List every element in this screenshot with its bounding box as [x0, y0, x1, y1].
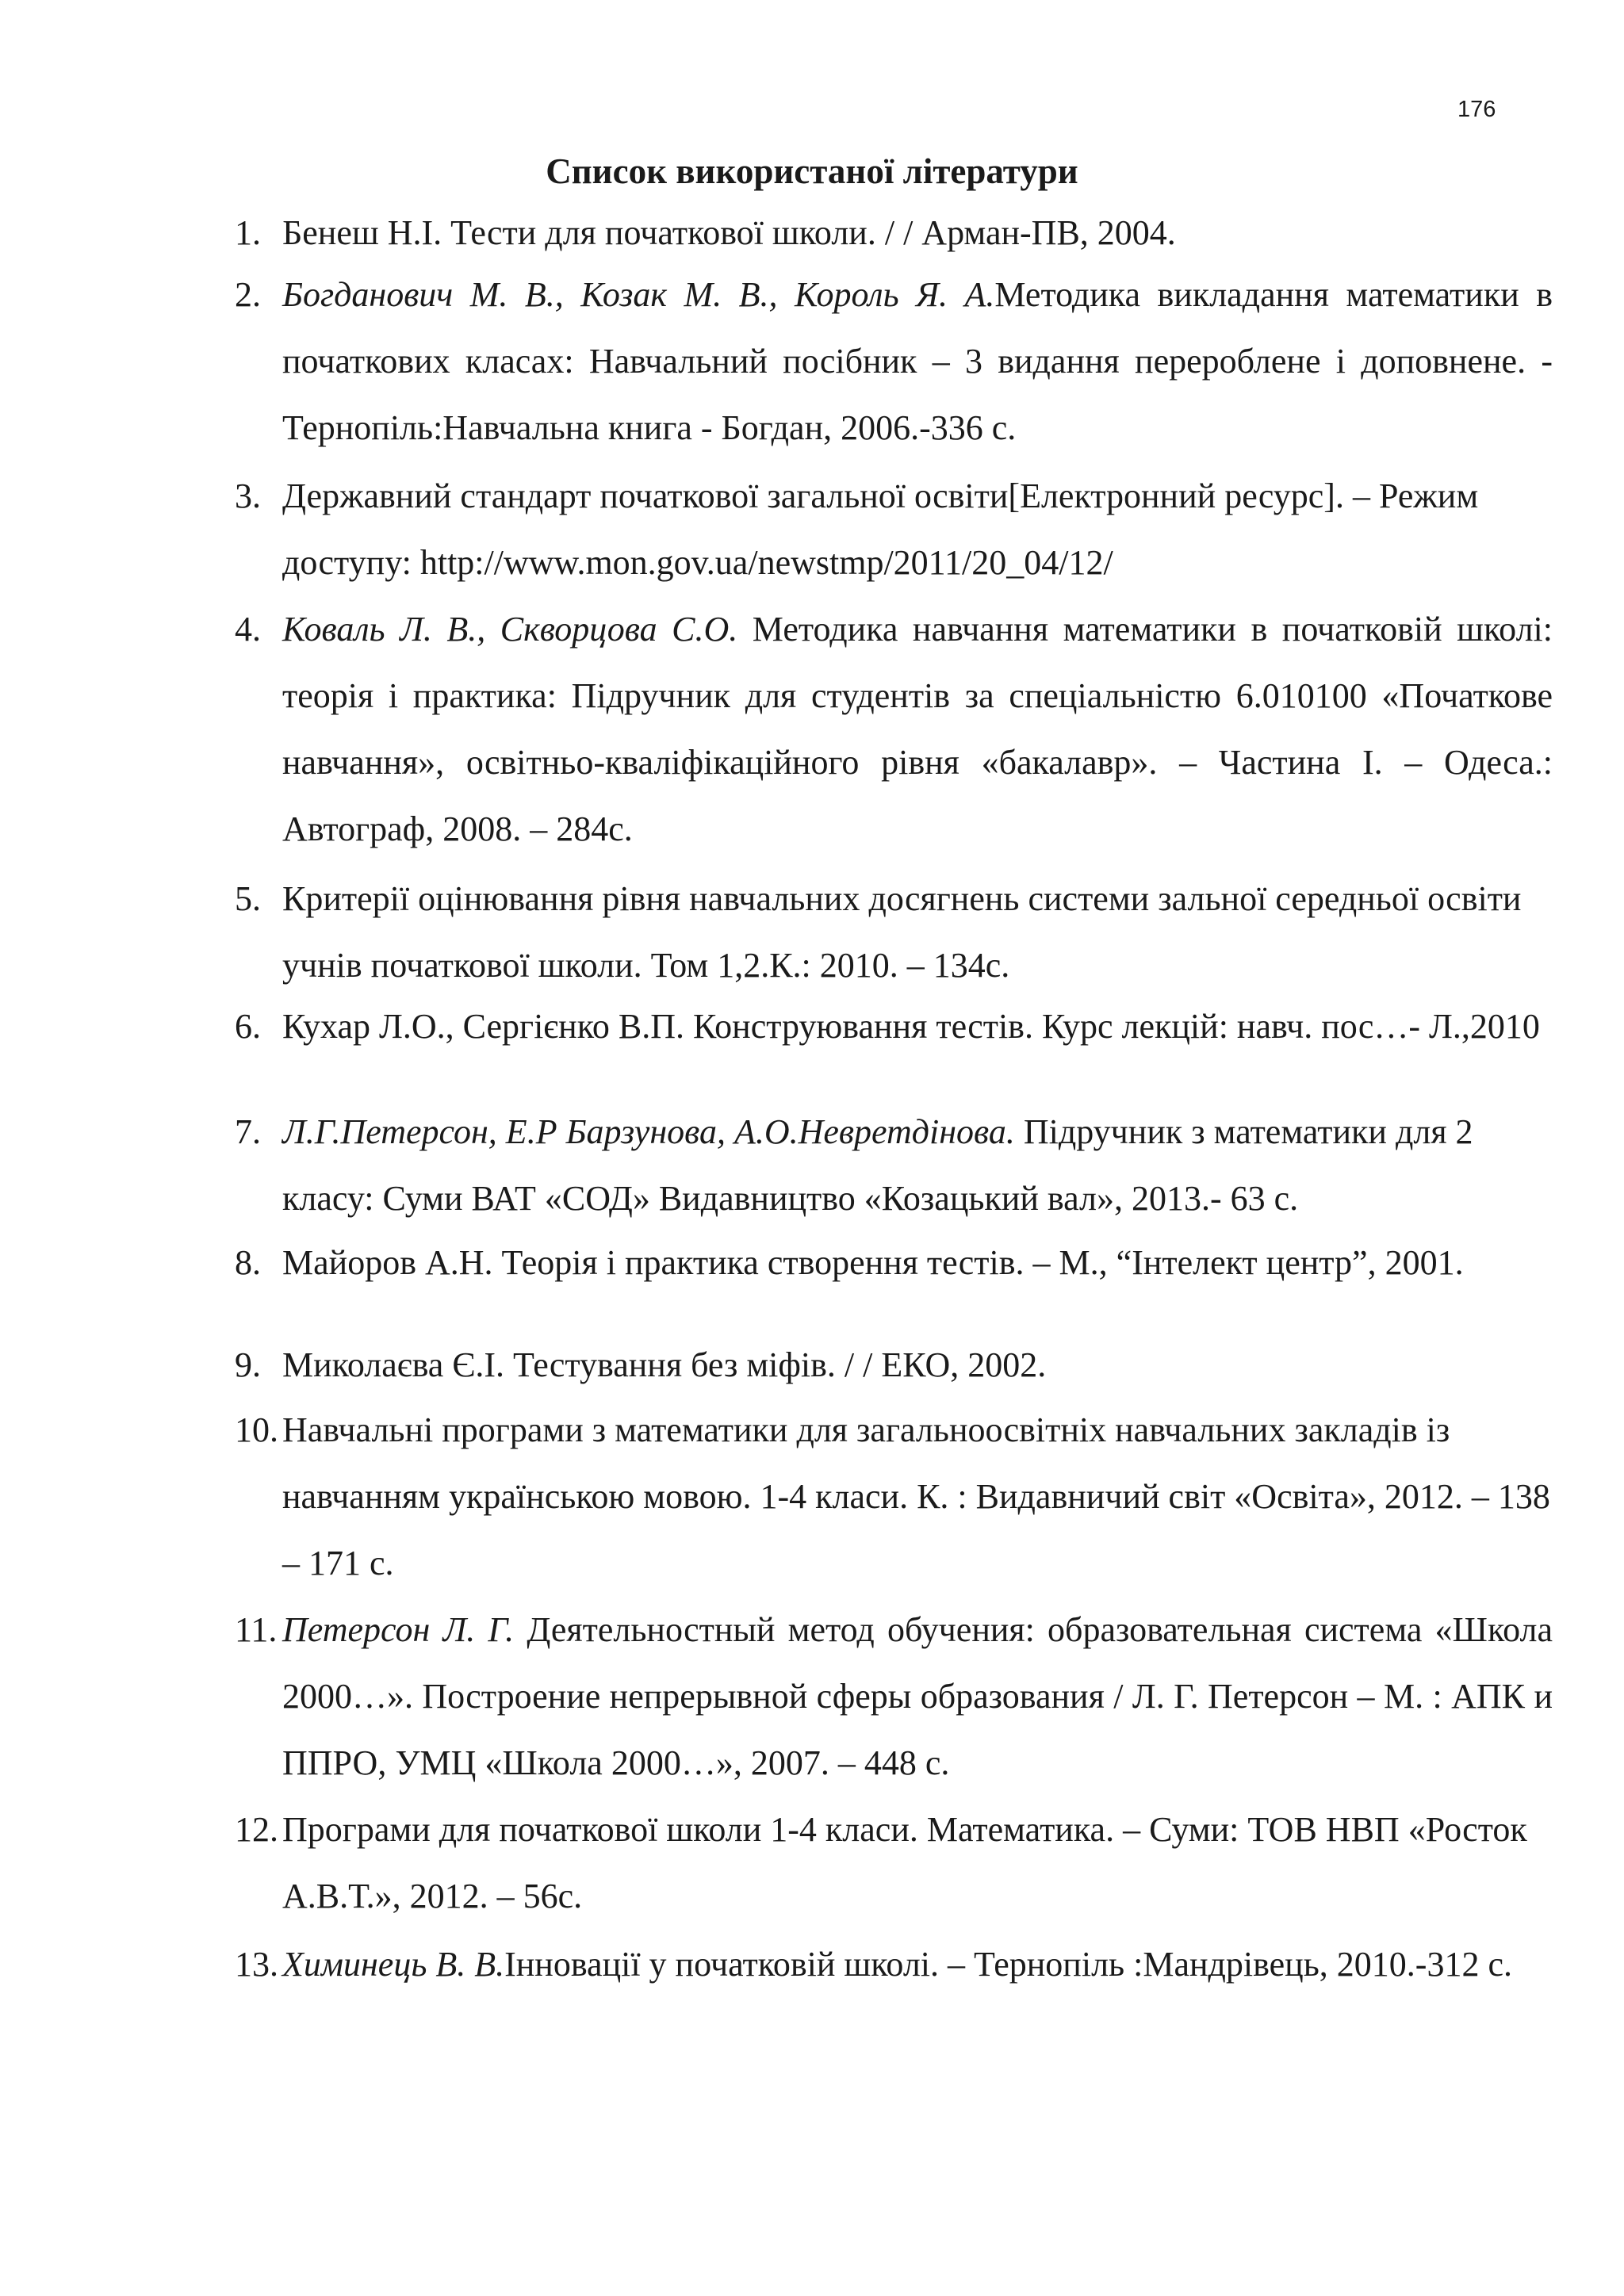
reference-text: Державний стандарт початкової загальної освіти[Електронний ресурс]. – Режим доступу: http://www.mon.gov.ua/newstmp/2011/20_04/12/ [282, 476, 1479, 582]
reference-text: Методика викладання математики в початкових класах: Навчальний посібник – 3 видання перероблене і доповнене. - Тернопіль:Навчальна книга - Богдан, 2006.-336 с. [282, 275, 1553, 447]
reference-text: Кухар Л.О., Сергієнко В.П. Конструювання тестів. Курс лекцій: навч. пос…- Л.,2010 [282, 1007, 1540, 1046]
reference-text: Бенеш Н.І. Тести для початкової школи. / / Арман-ПВ, 2004. [282, 213, 1176, 252]
page-title: Список використаної літератури [546, 151, 1078, 191]
reference-author: Химинець В. В. [282, 1945, 505, 1984]
reference-item [235, 596, 1553, 863]
reference-number: 13. [235, 1945, 278, 1984]
reference-author: Петерсон Л. Г. [282, 1610, 515, 1649]
reference-item [235, 1597, 1553, 1797]
reference-number: 9. [235, 1345, 261, 1384]
reference-item [235, 1243, 1553, 1283]
reference-item [235, 1332, 1553, 1399]
reference-text: Деятельностный метод обучения: образовательная система «Школа 2000…». Построение непрерывной сферы образования / Л. Г. Петерсон – М. : АПК и ППРО, УМЦ «Школа 2000…», 2007. – 448 с. [282, 1610, 1553, 1782]
page-number: 176 [1457, 97, 1496, 122]
reference-item [235, 1007, 1553, 1047]
reference-text: Критерії оцінювання рівня навчальних досягнень системи зальної середньої освіти учнів початкової школи. Том 1,2.К.: 2010. – 134с. [282, 879, 1522, 985]
reference-number: 5. [235, 879, 261, 918]
reference-item [235, 200, 1553, 266]
reference-number: 12. [235, 1810, 278, 1849]
reference-item [235, 463, 1553, 596]
reference-item [235, 262, 1553, 461]
reference-text: Майоров А.Н. Теорія і практика створення тестів. – М., “Інтелект центр”, 2001. [282, 1243, 1464, 1282]
reference-number: 10. [235, 1410, 278, 1449]
reference-text: Методика навчання математики в початковій школі: теорія і практика: Підручник для студентів за спеціальністю 6.010100 «Початкове навчання», освітньо-кваліфікаційного рівня «бакалавр». – Частина І. – Одеса.: Автограф, 2008. – 284с. [282, 610, 1553, 848]
reference-text: Миколаєва Є.І. Тестування без міфів. / / ЕКО, 2002. [282, 1345, 1047, 1384]
reference-text: Навчальні програми з математики для загальноосвітніх навчальних закладів із навчанням українською мовою. 1-4 класи. К. : Видавничий світ «Освіта», 2012. – 138 – 171 с. [282, 1410, 1550, 1582]
reference-number: 2. [235, 275, 261, 314]
reference-number: 1. [235, 213, 261, 252]
reference-item [235, 866, 1553, 999]
reference-number: 11. [235, 1610, 278, 1649]
reference-item [235, 1931, 1553, 1998]
reference-text: Інновації у початковій школі. – Тернопіль :Мандрівець, 2010.-312 с. [504, 1945, 1512, 1984]
reference-text: Підручник з математики для 2 класу: Суми ВАТ «СОД» Видавництво «Козацький вал», 2013.- 63 с. [282, 1112, 1473, 1218]
reference-item [235, 1099, 1553, 1232]
reference-item [235, 1797, 1553, 1930]
reference-author: Богданович М. В., Козак М. В., Король Я. А. [282, 275, 995, 314]
reference-number: 7. [235, 1112, 261, 1151]
reference-number: 3. [235, 476, 261, 515]
reference-number: 4. [235, 610, 261, 649]
reference-author: Л.Г.Петерсон, Е.Р Барзунова, А.О.Невретдінова. [282, 1112, 1015, 1151]
reference-item [235, 1397, 1553, 1597]
reference-number: 6. [235, 1007, 261, 1046]
reference-author: Коваль Л. В., Скворцова С.О. [282, 610, 738, 649]
reference-number: 8. [235, 1243, 261, 1282]
reference-text: Програми для початкової школи 1-4 класи. Математика. – Суми: ТОВ НВП «Росток А.В.Т.», 2012. – 56с. [282, 1810, 1527, 1915]
